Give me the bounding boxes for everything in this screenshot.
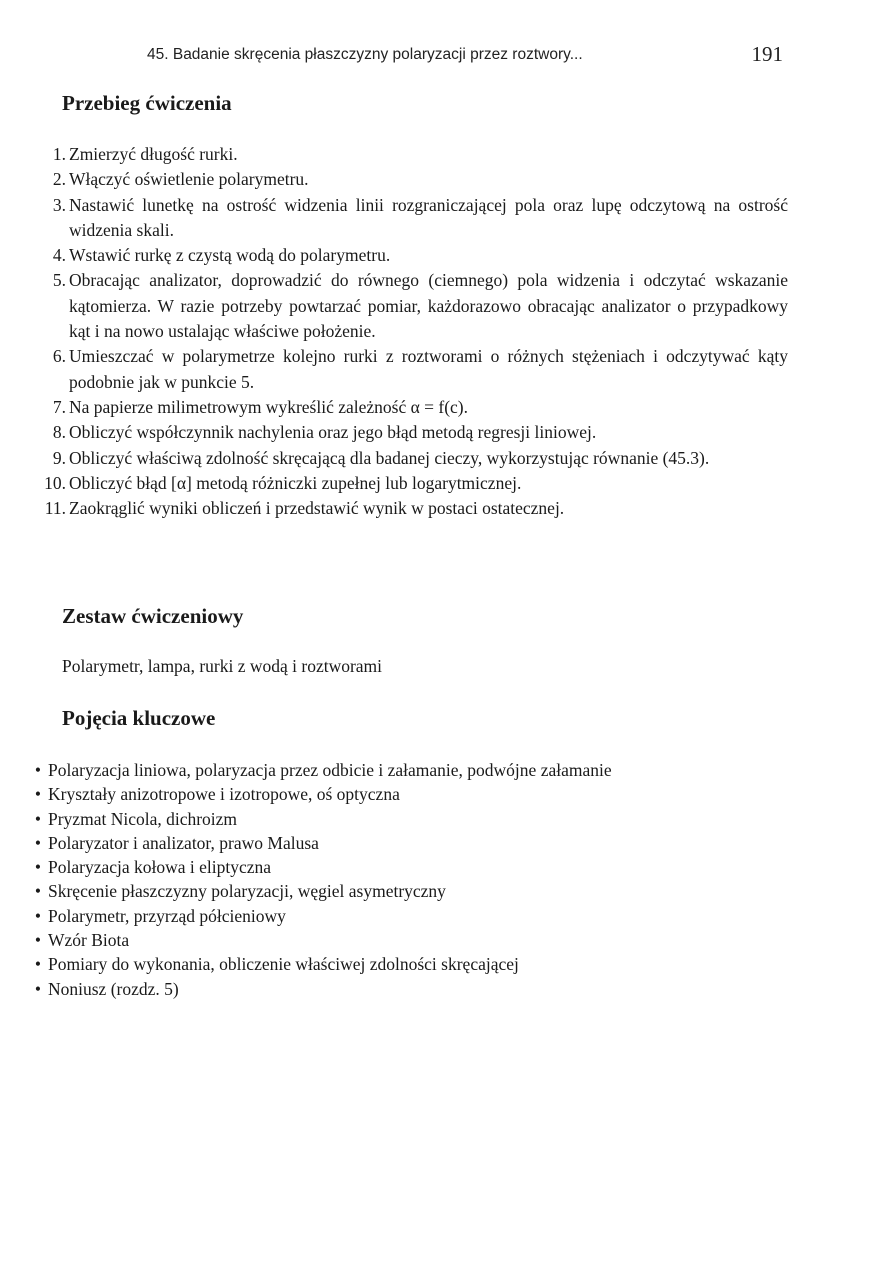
step-text: Obracając analizator, doprowadzić do równego (ciemnego) pola widzenia i odczytać wskazanie kątomierza. W razie potrzeby powtarzać pomiar, każdorazowo obracając analizator o przypadkowy kąt i na nowo ustalając właściwe położenie.: [69, 270, 788, 342]
step-text: Umieszczać w polarymetrze kolejno rurki z roztworami o różnych stężeniach i odczytywać kąty podobnie jak w punkcie 5.: [69, 346, 788, 392]
bullet-icon: •: [34, 784, 42, 805]
step-number: 11.: [44, 498, 66, 519]
step-number: 9.: [52, 447, 66, 468]
procedure-steps-list: [36, 142, 788, 521]
concept-text: Polaryzator i analizator, prawo Malusa: [48, 832, 319, 853]
step-text: Obliczyć współczynnik nachylenia oraz jego błąd metodą regresji liniowej.: [69, 422, 597, 443]
step-text: Na papierze milimetrowym wykreślić zależność α = f(c).: [69, 396, 469, 417]
step-text: Zmierzyć długość rurki.: [69, 144, 238, 164]
concept-item: [28, 782, 798, 806]
step-text: Nastawić lunetkę na ostrość widzenia linii rozgraniczającej pola oraz lupę odczytową na ostrość widzenia skali.: [69, 194, 788, 240]
running-title: 45. Badanie skręcenia płaszczyzny polaryzacji przez roztwory...: [147, 46, 583, 63]
concept-item: [28, 904, 798, 928]
procedure-step: [36, 420, 788, 445]
concept-item: [28, 758, 798, 782]
step-number: 2.: [52, 169, 66, 190]
step-text: Wstawić rurkę z czystą wodą do polarymetru.: [69, 245, 391, 266]
bullet-icon: •: [34, 930, 42, 951]
bullet-icon: •: [34, 857, 42, 878]
step-number: 8.: [52, 422, 66, 443]
step-text: Zaokrąglić wyniki obliczeń i przedstawić wynik w postaci ostatecznej.: [69, 498, 565, 519]
concept-text: Skręcenie płaszczyzny polaryzacji, węgiel asymetryczny: [48, 881, 446, 902]
step-number: 4.: [52, 245, 66, 266]
procedure-step: [36, 142, 788, 167]
concept-text: Pomiary do wykonania, obliczenie właściwej zdolności skręcającej: [48, 954, 519, 975]
step-text: Obliczyć błąd [α] metodą różniczki zupełnej lub logarytmicznej.: [69, 472, 522, 493]
bullet-icon: •: [34, 760, 42, 780]
concept-item: [28, 928, 798, 952]
bullet-icon: •: [34, 954, 42, 975]
procedure-heading: Przebieg ćwiczenia: [62, 91, 232, 115]
page-header: [147, 42, 783, 72]
concept-item: [28, 879, 798, 903]
page-number: 191: [751, 42, 783, 66]
concept-item: [28, 977, 798, 1001]
procedure-step: [36, 344, 788, 395]
concept-text: Pryzmat Nicola, dichroizm: [48, 808, 238, 829]
procedure-step: [36, 471, 788, 496]
equipment-heading: Zestaw ćwiczeniowy: [62, 604, 244, 628]
bullet-icon: •: [34, 978, 42, 999]
procedure-step: [36, 268, 788, 344]
concept-text: Polaryzacja kołowa i eliptyczna: [48, 857, 272, 878]
concept-item: [28, 831, 798, 855]
step-number: 6.: [52, 346, 66, 367]
step-number: 5.: [52, 270, 66, 291]
concept-text: Kryształy anizotropowe i izotropowe, oś optyczna: [48, 784, 400, 805]
concept-item: [28, 807, 798, 831]
procedure-step: [36, 243, 788, 268]
concept-text: Polarymetr, przyrząd półcieniowy: [48, 905, 286, 926]
step-number: 1.: [52, 144, 66, 164]
bullet-icon: •: [34, 832, 42, 853]
concept-text: Wzór Biota: [48, 930, 130, 951]
step-number: 10.: [44, 472, 66, 493]
step-number: 7.: [52, 396, 66, 417]
procedure-step: [36, 167, 788, 192]
key-concepts-heading: Pojęcia kluczowe: [62, 706, 216, 730]
step-text: Obliczyć właściwą zdolność skręcającą dla badanej cieczy, wykorzystując równanie (45.3).: [69, 447, 710, 468]
procedure-step: [36, 193, 788, 244]
concept-text: Polaryzacja liniowa, polaryzacja przez odbicie i załamanie, podwójne załamanie: [48, 760, 612, 780]
bullet-icon: •: [34, 881, 42, 902]
step-text: Włączyć oświetlenie polarymetru.: [69, 169, 309, 190]
step-number: 3.: [52, 194, 66, 215]
concept-text: Noniusz (rozdz. 5): [48, 978, 179, 999]
bullet-icon: •: [34, 905, 42, 926]
procedure-step: [36, 446, 788, 471]
bullet-icon: •: [34, 808, 42, 829]
procedure-step: [36, 496, 788, 521]
key-concepts-list: [28, 758, 798, 1001]
concept-item: [28, 855, 798, 879]
concept-item: [28, 952, 798, 976]
equipment-text: Polarymetr, lampa, rurki z wodą i roztworami: [62, 656, 383, 676]
procedure-step: [36, 395, 788, 420]
